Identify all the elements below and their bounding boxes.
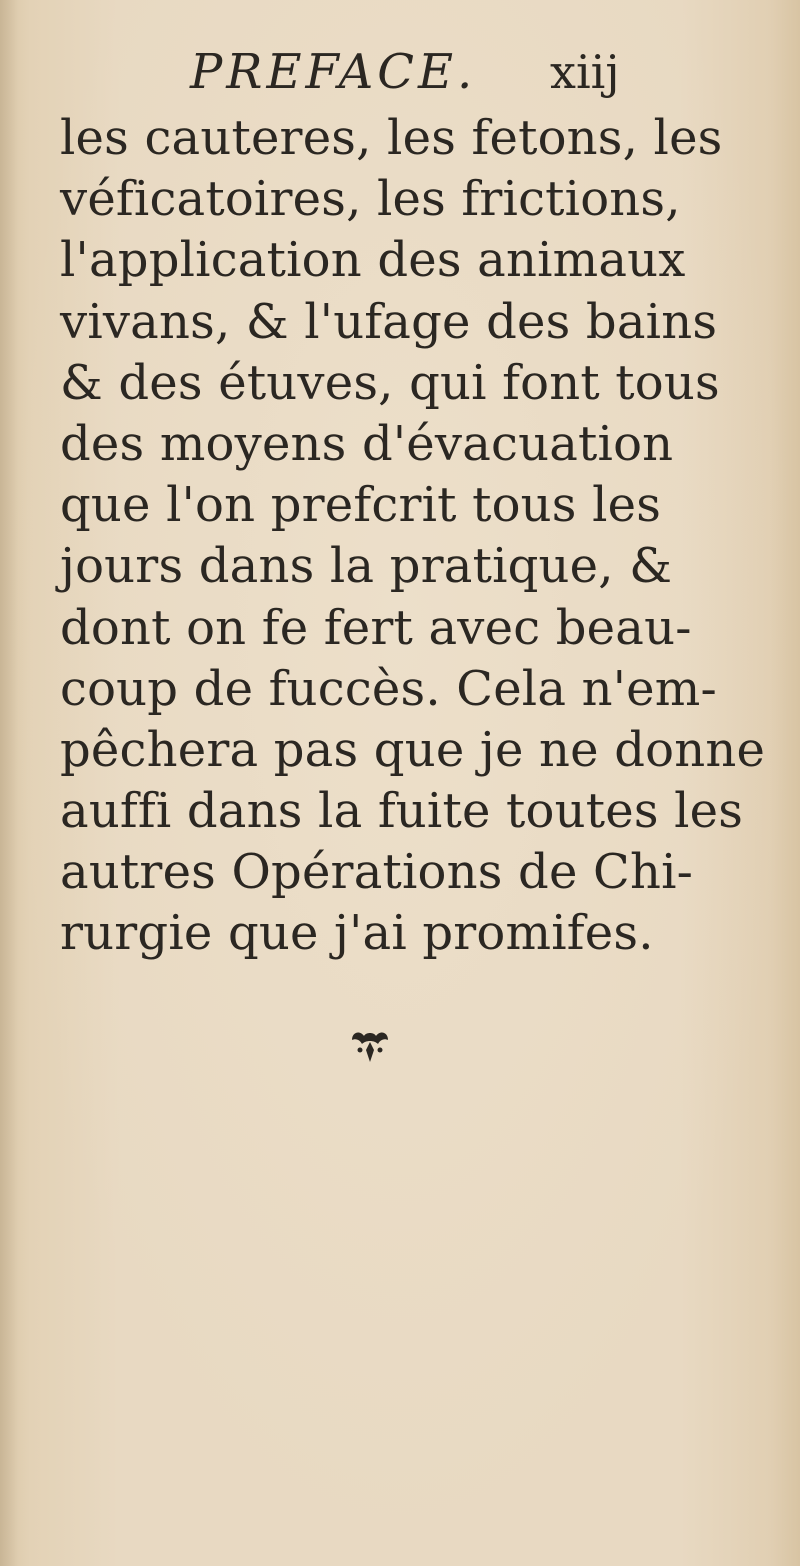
fleuron-icon <box>348 1026 392 1066</box>
text-line: jours dans la pratique, & <box>60 538 673 595</box>
text-line: pêchera pas que je ne donne <box>60 721 766 778</box>
text-line: vivans, & l'ufage des bains <box>60 293 718 350</box>
text-line: auffi dans la fuite toutes les <box>60 783 744 840</box>
body-text <box>48 108 766 965</box>
running-title: PREFACE. <box>190 44 477 100</box>
page-gutter-shadow <box>0 0 18 1566</box>
text-line: dont on fe fert avec beau- <box>60 599 692 656</box>
text-line: rurgie que j'ai promifes. <box>60 905 654 962</box>
text-line: que l'on prefcrit tous les <box>60 477 662 534</box>
text-line: l'application des animaux <box>60 232 686 289</box>
text-line: véficatoires, les frictions, <box>60 171 681 228</box>
text-line: autres Opérations de Chi- <box>60 844 694 901</box>
page-header <box>190 40 750 104</box>
text-line: & des étuves, qui font tous <box>60 354 720 411</box>
text-line: des moyens d'évacuation <box>60 415 674 472</box>
text-line: les cauteres, les fetons, les <box>60 110 723 166</box>
page-number: xiij <box>550 45 620 99</box>
text-line: coup de fuccès. Cela n'em- <box>60 660 717 717</box>
